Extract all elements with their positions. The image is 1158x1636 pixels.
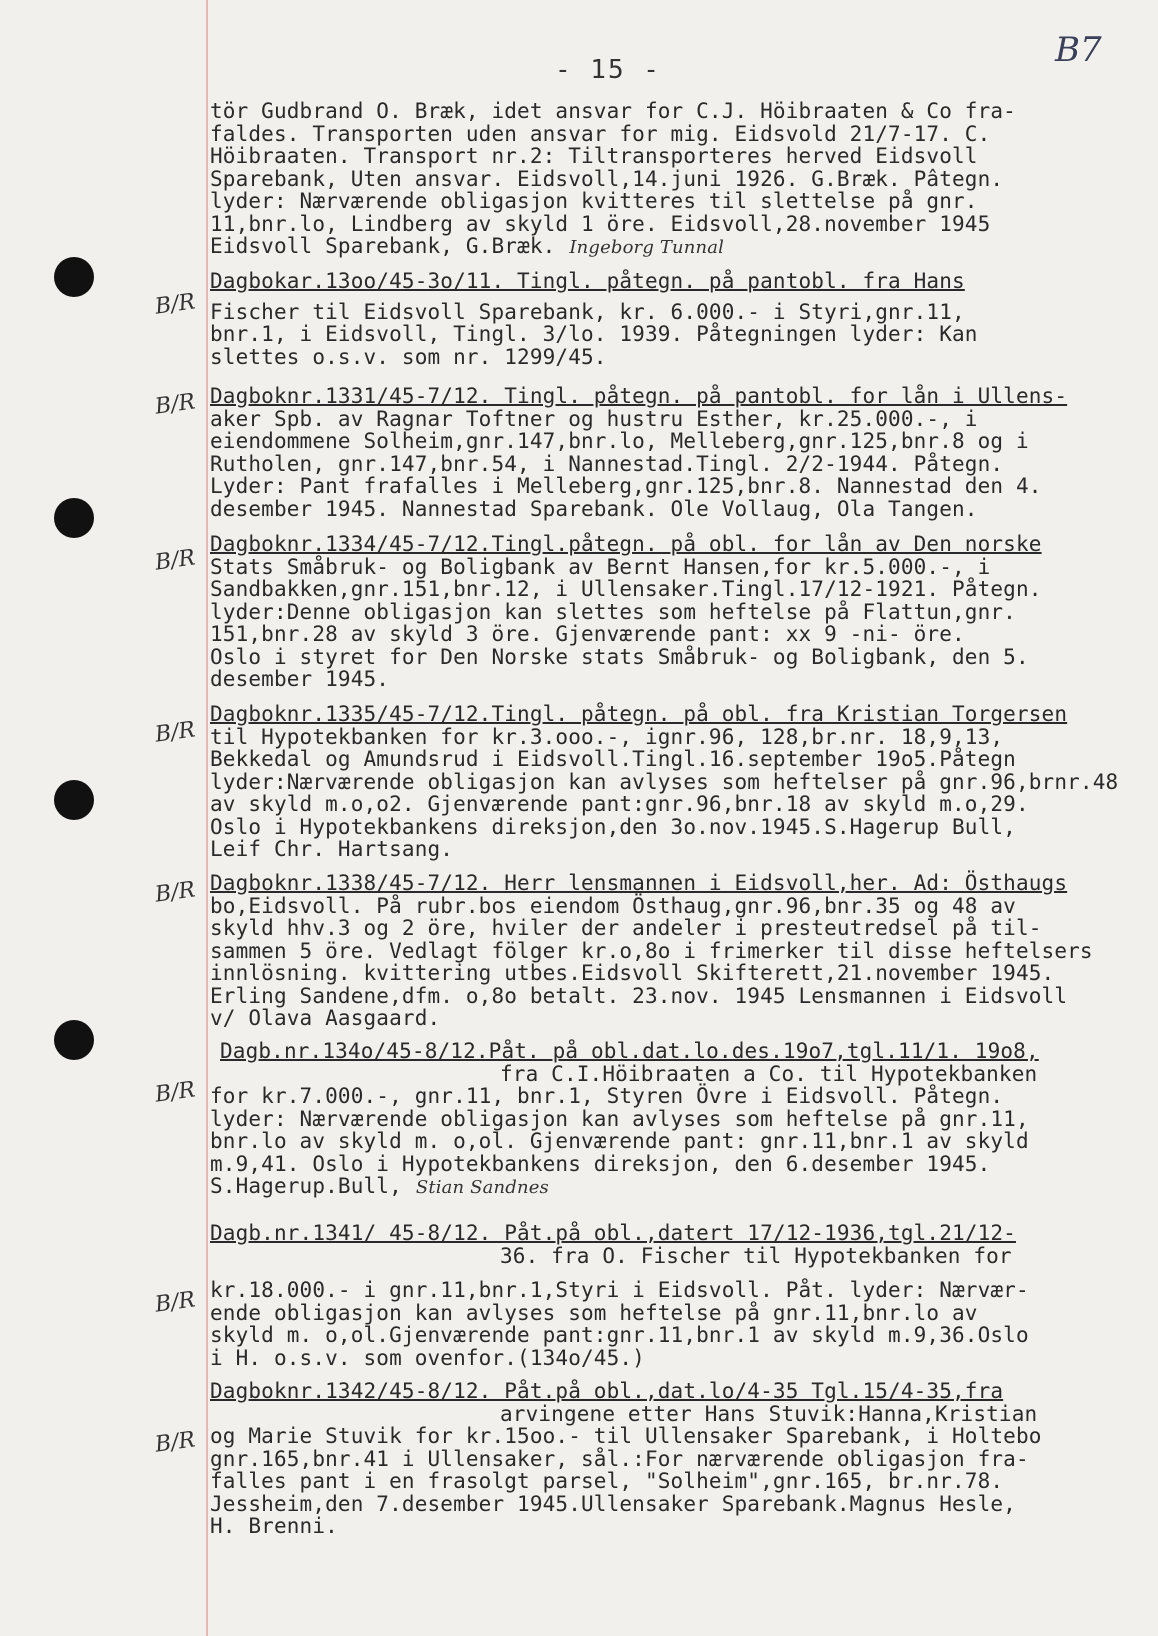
entry-1340 [210, 1040, 1115, 1200]
entry-1300 [210, 270, 1115, 368]
text-line: fra C.I.Höibraaten a Co. til Hypotekbanken [500, 1061, 1038, 1086]
text-line: Sandbakken,gnr.151,bnr.12, i Ullensaker.Tingl.17/12-1921. Påtegn. [210, 577, 1042, 601]
text-line: av skyld m.o,o2. Gjenværende pant:gnr.96,bnr.18 av skyld m.o,29. [210, 792, 1029, 816]
margin-note: B/R [153, 545, 197, 576]
text-line: og Marie Stuvik for kr.15oo.- til Ullensaker Sparebank, i Holtebo [210, 1424, 1042, 1448]
text-line: skyld m. o,ol.Gjenværende pant:gnr.11,bnr.1 av skyld m.9,36.Oslo [210, 1323, 1029, 1347]
text-line: slettes o.s.v. som nr. 1299/45. [210, 344, 607, 369]
text-line: bnr.1, i Eidsvoll, Tingl. 3/lo. 1939. Påtegningen lyder: Kan [210, 322, 978, 346]
entry-1331 [210, 385, 1115, 520]
text-line: desember 1945. Nannestad Sparebank. Ole Vollaug, Ola Tangen. [210, 496, 978, 521]
text-line: Oslo i styret for Den Norske stats Småbruk- og Boligbank, den 5. [210, 644, 1029, 669]
text-line: H. Brenni. [210, 1514, 338, 1538]
text-line: Lyder: Pant frafalles i Melleberg,gnr.125,bnr.8. Nannestad den 4. [210, 474, 1042, 498]
punch-hole [54, 1020, 94, 1060]
text-line: 151,bnr.28 av skyld 3 öre. Gjenværende pant: xx 9 -ni- öre. [210, 622, 965, 646]
text-line: Fischer til Eidsvoll Sparebank, kr. 6.000.- i Styri,gnr.11, [210, 299, 965, 324]
text-line: arvingene etter Hans Stuvik:Hanna,Kristian [500, 1401, 1038, 1426]
folio-note: B7 [1055, 30, 1102, 70]
text-line: v/ Olava Aasgaard. [210, 1006, 441, 1030]
margin-note: B/R [153, 1287, 197, 1318]
margin-note: B/R [153, 1427, 197, 1458]
text-line [210, 235, 1115, 260]
text-span: Eidsvoll Sparebank, G.Bræk. [210, 234, 556, 258]
text-line: Jessheim,den 7.desember 1945.Ullensaker Sparebank.Magnus Hesle, [210, 1491, 1016, 1516]
entry-heading-line: Dagb.nr.134o/45-8/12.Påt. på obl.dat.lo.des.19o7,tgl.11/1. 19o8, [220, 1039, 1039, 1063]
text-line: ende obligasjon kan avlyses som heftelse på gnr.11,bnr.lo av [210, 1300, 978, 1325]
text-line: Rutholen, gnr.147,bnr.54, i Nannestad.Tingl. 2/2-1944. Påtegn. [210, 451, 1004, 476]
entry-heading-line: Dagboknr.1334/45-7/12.Tingl.påtegn. på obl. for lån av Den norske [210, 532, 1042, 556]
text-line: skyld hhv.3 og 2 öre, hviler der andeler i presteutredsel på til- [210, 916, 1042, 940]
entry-1334 [210, 533, 1115, 691]
text-line: lyder: Nærværende obligasjon kvitteres til slettelse på gnr. [210, 189, 978, 213]
entry-heading-line: Dagboknr.1342/45-8/12. Påt.på obl.,dat.lo/4-35 Tgl.15/4-35,fra [210, 1379, 1004, 1403]
text-line: gnr.165,bnr.41 i Ullensaker, sål.:For nærværende obligasjon fra- [210, 1446, 1029, 1471]
text-line: Bekkedal og Amundsrud i Eidsvoll.Tingl.16.september 19o5.Påtegn [210, 747, 1016, 771]
page-number: - 15 - [555, 55, 661, 85]
text-line: i H. o.s.v. som ovenfor.(134o/45.) [210, 1345, 645, 1370]
margin-note: B/R [153, 1077, 197, 1108]
text-line: Höibraaten. Transport nr.2: Tiltransporteres herved Eidsvoll [210, 144, 978, 168]
margin-note: B/R [153, 877, 197, 908]
text-line: Oslo i Hypotekbankens direksjon,den 3o.nov.1945.S.Hagerup Bull, [210, 814, 1016, 839]
entry-1341 [210, 1222, 1115, 1369]
text-line: til Hypotekbanken for kr.3.ooo.-, ignr.96, 128,br.nr. 18,9,13, [210, 724, 1004, 749]
entry-heading-line: Dagboknr.1331/45-7/12. Tingl. påtegn. på pantobl. for lån i Ullens- [210, 384, 1068, 408]
entry-1338 [210, 872, 1115, 1030]
entry-heading-line: Dagboknr.1335/45-7/12.Tingl. påtegn. på obl. fra Kristian Torgersen [210, 702, 1068, 726]
text-line: m.9,41. Oslo i Hypotekbankens direksjon, den 6.desember 1945. [210, 1151, 991, 1176]
text-line [210, 1175, 1115, 1200]
entry-1335 [210, 702, 1119, 861]
text-line: faldes. Transporten uden ansvar for mig. Eidsvold 21/7-17. C. [210, 121, 991, 146]
margin-note: B/R [153, 289, 197, 320]
entry-heading-line: Dagb.nr.1341/ 45-8/12. Påt.på obl.,datert 17/12-1936,tgl.21/12- [210, 1221, 1016, 1245]
punch-hole [54, 780, 94, 820]
entry-heading-line: Dagboknr.1338/45-7/12. Herr lensmannen i Eidsvoll,her. Ad: Östhaugs [210, 871, 1068, 895]
text-line: lyder:Nærværende obligasjon kan avlyses som heftelser på gnr.96,brnr.48 [210, 769, 1119, 794]
margin-note: B/R [153, 717, 197, 748]
margin-note: B/R [153, 389, 197, 420]
margin-rule [206, 0, 208, 1636]
text-line: aker Spb. av Ragnar Toftner og hustru Esther, kr.25.000.-, i [210, 406, 978, 431]
entry-1342 [210, 1380, 1115, 1538]
text-line: desember 1945. [210, 667, 390, 691]
text-line: lyder:Denne obligasjon kan slettes som heftelse på Flattun,gnr. [210, 599, 1016, 624]
text-line: Sparebank, Uten ansvar. Eidsvoll,14.juni 1926. G.Bræk. Pâtegn. [210, 166, 1004, 191]
text-line: bo,Eidsvoll. På rubr.bos eiendom Östhaug,gnr.96,bnr.35 og 48 av [210, 893, 1016, 918]
text-line: eiendommene Solheim,gnr.147,bnr.lo, Melleberg,gnr.125,bnr.8 og i [210, 429, 1029, 453]
text-line: lyder: Nærværende obligasjon kan avlyses som heftelse på gnr.11, [210, 1106, 1029, 1131]
text-line: 36. fra O. Fischer til Hypotekbanken for [500, 1243, 1012, 1268]
text-line: Erling Sandene,dfm. o,8o betalt. 23.nov. 1945 Lensmannen i Eidsvoll [210, 983, 1068, 1008]
entry-heading-line: Dagbokar.13oo/45-3o/11. Tingl. påtegn. på pantobl. fra Hans [210, 269, 965, 293]
text-line: falles pant i en frasolgt parsel, "Solheim",gnr.165, br.nr.78. [210, 1469, 1004, 1493]
text-line: Stats Småbruk- og Boligbank av Bernt Hansen,for kr.5.000.-, i [210, 554, 991, 579]
handwritten-signature: Stian Sandnes [415, 1177, 549, 1198]
punch-hole [54, 257, 94, 297]
text-span: S.Hagerup.Bull, [210, 1174, 402, 1198]
entry-continuation [210, 100, 1115, 260]
text-line: kr.18.000.- i gnr.11,bnr.1,Styri i Eidsvoll. Påt. lyder: Nærvær- [210, 1278, 1029, 1302]
text-line: bnr.lo av skyld m. o,ol. Gjenværende pant: gnr.11,bnr.1 av skyld [210, 1129, 1029, 1153]
handwritten-signature: Ingeborg Tunnal [569, 237, 725, 258]
text-line: for kr.7.000.-, gnr.11, bnr.1, Styren Övre i Eidsvoll. Påtegn. [210, 1084, 1004, 1108]
punch-hole [54, 498, 94, 538]
text-line: tör Gudbrand O. Bræk, idet ansvar for C.J. Höibraaten & Co fra- [210, 99, 1016, 123]
text-line: sammen 5 öre. Vedlagt fölger kr.o,8o i frimerker til disse heftelsers [210, 938, 1093, 963]
text-line: innlösning. kvittering utbes.Eidsvoll Skifterett,21.november 1945. [210, 961, 1055, 985]
text-line: Leif Chr. Hartsang. [210, 837, 454, 861]
text-line: 11,bnr.lo, Lindberg av skyld 1 öre. Eidsvoll,28.november 1945 [210, 211, 991, 236]
